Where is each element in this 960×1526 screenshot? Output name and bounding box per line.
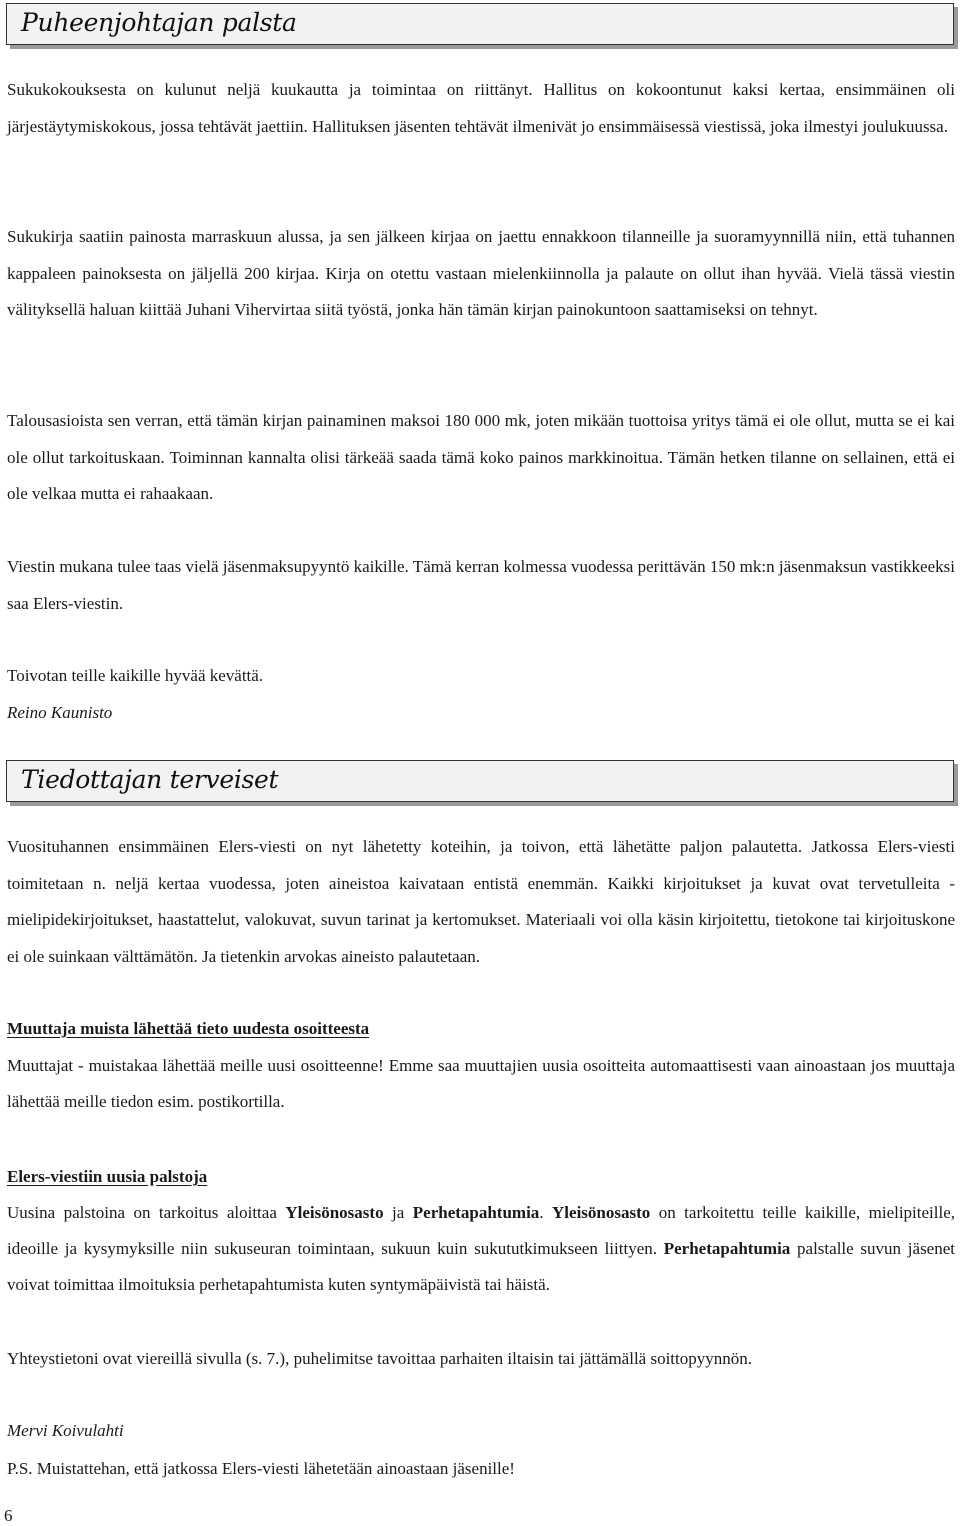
bold-term: Perhetapahtumia bbox=[412, 1203, 540, 1222]
section-title: Tiedottajan terveiset bbox=[21, 765, 279, 794]
bold-term: Yleisönosasto bbox=[552, 1203, 651, 1222]
signature: Reino Kaunisto bbox=[7, 703, 113, 722]
bold-term: Perhetapahtumia bbox=[663, 1239, 791, 1258]
paragraph: Sukukokouksesta on kulunut neljä kuukautta ja toimintaa on riittänyt. Hallitus on kokoontunut kaksi kertaa, ensimmäinen oli järjestäytymiskokous, jossa tehtävät jaettiin. Hallituksen jäsenten tehtävät ilmenivät jo ensimmäisessä viestissä, joka ilmestyi joulukuussa. bbox=[7, 80, 955, 136]
paragraph: Muuttajat - muistakaa lähettää meille uusi osoitteenne! Emme saa muuttajien uusia osoitteita automaattisesti vaan ainoastaan jos muuttaja lähettää meille tiedon esim. postikortilla. bbox=[7, 1056, 955, 1111]
section-title: Puheenjohtajan palsta bbox=[21, 8, 297, 37]
bold-term: Yleisönosasto bbox=[285, 1203, 384, 1222]
closing-line: Toivotan teille kaikille hyvää kevättä. bbox=[7, 666, 264, 685]
postscript: P.S. Muistattehan, että jatkossa Elers-viesti lähetetään ainoastaan jäsenille! bbox=[7, 1459, 515, 1478]
paragraph: Vuosituhannen ensimmäinen Elers-viesti on nyt lähetetty koteihin, ja toivon, että lähetätte paljon palautetta. Jatkossa Elers-viesti toimitetaan n. neljä kertaa vuodessa, joten aineistoa kaivataan entistä enemmän. Kaikki kirjoitukset ja kuvat ovat tervetulleita - mielipidekirjoitukset, haastattelut, valokuvat, suvun tarinat ja kertomukset. Materiaali voi olla käsin kirjoitettu, tietokone tai kirjoituskone ei ole suinkaan välttämätön. Ja tietenkin arvokas aineisto palautetaan. bbox=[7, 837, 955, 966]
subheading: Muuttaja muista lähettää tieto uudesta osoitteesta bbox=[7, 1019, 370, 1038]
paragraph: Yhteystietoni ovat viereillä sivulla (s. 7.), puhelimitse tavoittaa parhaiten iltaisin tai jättämällä soittopyynnön. bbox=[7, 1349, 752, 1368]
paragraph: Sukukirja saatiin painosta marraskuun alussa, ja sen jälkeen kirjaa on jaettu ennakkoon tilanneille ja suoramyynnillä niin, että tuhannen kappaleen painoksesta on jäljellä 200 kirjaa. Kirja on otettu vastaan mielenkiinnolla ja palaute on ollut ihan hyvää. Vielä tässä viestin välityksellä haluan kiittää Juhani Vihervirtaa siitä työstä, jonka hän tämän kirjan painokuntoon saattamiseksi on tehnyt. bbox=[7, 227, 955, 319]
page-number: 6 bbox=[4, 1506, 13, 1525]
paragraph: Talousasioista sen verran, että tämän kirjan painaminen maksoi 180 000 mk, joten mikään tuottoisa yritys tämä ei ole ollut, mutta se ei kai ole ollut tarkoituskaan. Toiminnan kannalta olisi tärkeää saada tämä koko painos markkinoitua. Tämän hetken tilanne on sellainen, että ei ole velkaa mutta ei rahaakaan. bbox=[7, 411, 955, 503]
section-heading-press bbox=[6, 760, 954, 802]
section-heading-chairman bbox=[6, 3, 954, 45]
subheading: Elers-viestiin uusia palstoja bbox=[7, 1167, 208, 1186]
paragraph: Uusina palstoina on tarkoitus aloittaa Yleisönosasto ja Perhetapahtumia. Yleisönosasto on tarkoitettu teille kaikille, mielipiteille, ideoille ja kysymyksille niin sukuseuran toimintaan, sukuun kuin sukututkimukseen liittyen. Perhetapahtumia palstalle suvun jäsenet voivat toimittaa ilmoituksia perhetapahtumista kuten syntymäpäivistä tai häistä. bbox=[7, 1203, 956, 1294]
paragraph: Viestin mukana tulee taas vielä jäsenmaksupyyntö kaikille. Tämä kerran kolmessa vuodessa perittävän 150 mk:n jäsenmaksun vastikkeeksi saa Elers-viestin. bbox=[7, 557, 955, 613]
signature: Mervi Koivulahti bbox=[7, 1421, 124, 1440]
